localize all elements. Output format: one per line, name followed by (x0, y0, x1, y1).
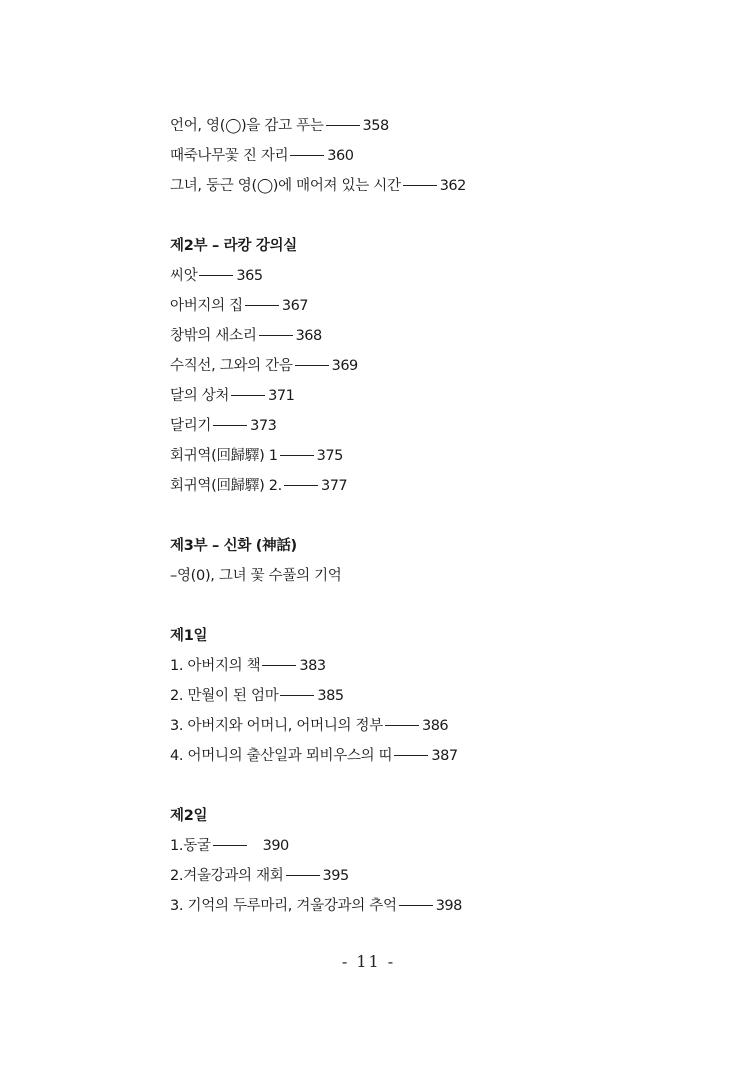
toc-entry (170, 441, 690, 471)
toc-entry-title: 2. 만월이 된 엄마 (170, 688, 279, 704)
toc-entry (170, 831, 690, 861)
toc-entry-title: 창밖의 새소리 (170, 328, 257, 344)
toc-entry-title: 달리기 (170, 418, 212, 434)
leader-line (394, 755, 428, 756)
toc-entry-page: 386 (421, 718, 449, 734)
toc-entry-page: 383 (299, 658, 326, 674)
toc-entry-title: 씨앗 (170, 268, 198, 284)
toc-entry-page: 368 (295, 328, 322, 344)
toc-entry-page: 377 (320, 478, 348, 494)
section-heading-part3: 제3부 – 신화 (神話) (170, 538, 297, 554)
section-spacer (170, 501, 690, 531)
toc-entry-title: 회귀역(回歸驛) 1 (170, 448, 278, 464)
toc-entry-title: 회귀역(回歸驛) 2. (170, 478, 282, 494)
toc-entry-title: 달의 상처 (170, 388, 230, 404)
toc-entry (170, 171, 690, 201)
leader-line (213, 425, 247, 426)
leader-line (284, 485, 318, 486)
toc-entry (170, 111, 690, 141)
toc-entry-page: 395 (322, 868, 349, 884)
toc-entry-page: 360 (327, 148, 354, 164)
toc-entry-title: 1. 아버지의 책 (170, 658, 261, 674)
section-heading-day1: 제1일 (170, 628, 208, 644)
section-spacer (170, 201, 690, 231)
section-spacer (170, 771, 690, 801)
toc-entry-title: 그녀, 둥근 영(◯)에 매어져 있는 시간 (170, 178, 401, 194)
leader-line (245, 305, 279, 306)
leader-line (262, 665, 296, 666)
leader-line (385, 725, 419, 726)
toc-entry-page: 375 (316, 448, 343, 464)
leader-line (399, 905, 433, 906)
toc-entry-title: 2.겨울강과의 재회 (170, 868, 284, 884)
page-number: - 11 - (341, 952, 396, 971)
toc-entry (170, 321, 690, 351)
toc-entry-page: 369 (331, 358, 358, 374)
section-heading-part2: 제2부 – 라캉 강의실 (170, 238, 297, 254)
toc-entry-title: 때죽나무꽃 진 자리 (170, 148, 289, 164)
toc-entry (170, 681, 690, 711)
toc-entry (170, 471, 690, 501)
leader-line (213, 845, 247, 846)
toc-entry (170, 711, 690, 741)
toc-entry-page: 387 (431, 748, 458, 764)
toc-entry (170, 891, 690, 921)
toc-entry (170, 411, 690, 441)
leader-line (326, 125, 360, 126)
toc-entry (170, 861, 690, 891)
toc-entry (170, 291, 690, 321)
toc-entry-page: 390 (262, 838, 289, 854)
toc-entry (170, 381, 690, 411)
toc-entry-page: 371 (268, 388, 295, 404)
table-of-contents (170, 111, 690, 921)
toc-entry-page: 373 (250, 418, 277, 434)
leader-line (199, 275, 233, 276)
section-spacer (170, 591, 690, 621)
leader-line (280, 695, 314, 696)
toc-entry-title: 4. 어머니의 출산일과 뫼비우스의 띠 (170, 748, 393, 764)
toc-entry (170, 651, 690, 681)
leader-line (286, 875, 320, 876)
leader-line (280, 455, 314, 456)
leader-line (295, 365, 329, 366)
leader-line (403, 185, 437, 186)
toc-entry-title: 1.동굴 (170, 838, 211, 854)
toc-entry (170, 261, 690, 291)
toc-entry-page: 385 (317, 688, 344, 704)
toc-entry-page: 398 (435, 898, 462, 914)
toc-entry-title: 3. 기억의 두루마리, 겨울강과의 추억 (170, 898, 397, 914)
toc-entry-title: 3. 아버지와 어머니, 어머니의 정부 (170, 718, 383, 734)
toc-entry-page: 362 (439, 178, 466, 194)
toc-entry-page: 365 (236, 268, 263, 284)
toc-entry (170, 141, 690, 171)
section-subtitle: –영(0), 그녀 꽃 수풀의 기억 (170, 568, 342, 584)
toc-entry-title: 아버지의 집 (170, 298, 243, 314)
toc-entry-page: 367 (281, 298, 309, 314)
leader-line (259, 335, 293, 336)
section-heading-day2: 제2일 (170, 808, 208, 824)
toc-entry (170, 351, 690, 381)
toc-entry-title: 언어, 영(◯)을 감고 푸는 (170, 118, 324, 134)
toc-entry-page: 358 (362, 118, 389, 134)
leader-line (290, 155, 324, 156)
toc-entry-title: 수직선, 그와의 간음 (170, 358, 293, 374)
toc-entry (170, 741, 690, 771)
leader-line (231, 395, 265, 396)
